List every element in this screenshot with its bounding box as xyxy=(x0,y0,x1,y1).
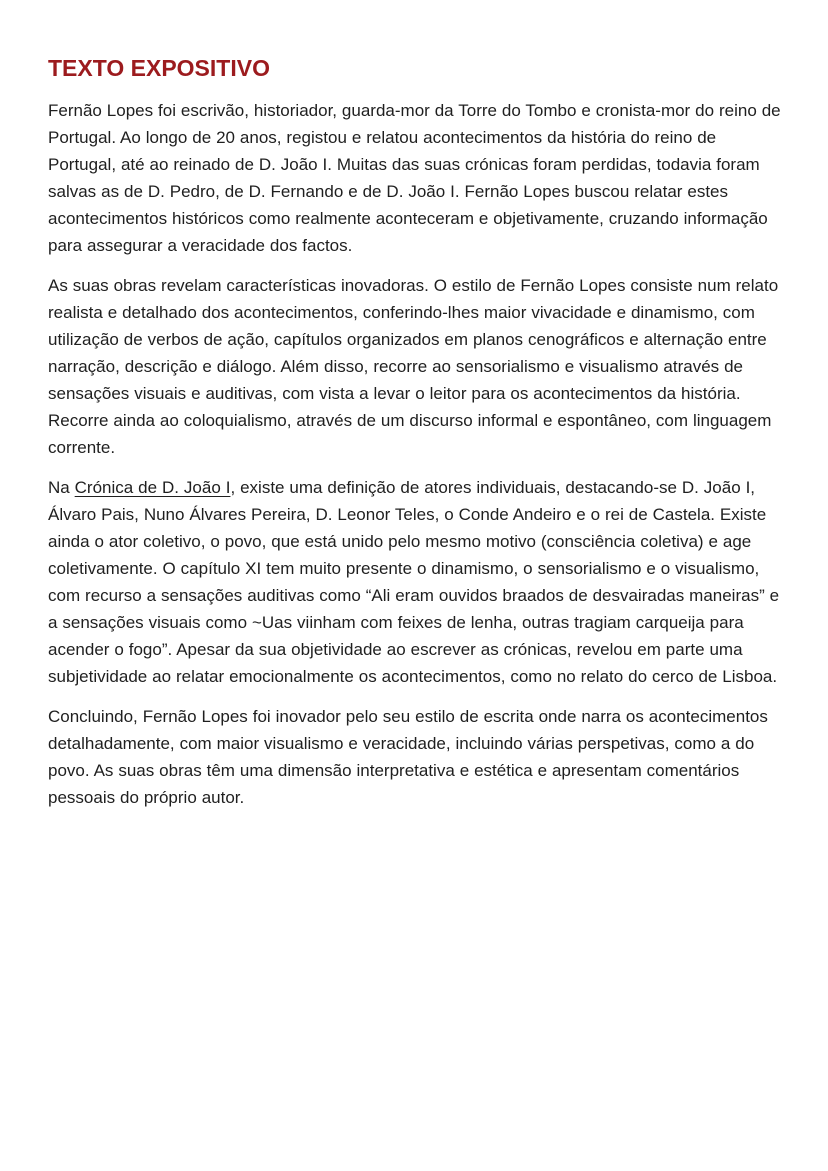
text-segment: , existe uma definição de atores individuais, destacando-se D. João I, Álvaro Pais, Nuno Álvares Pereira, D. Leonor Teles, o Conde Andeiro e o rei de Castela. Existe ainda o ator coletivo, o povo, que está unido pelo mesmo motivo (consciência coletiva) e age coletivamente. O capítulo XI tem muito presente o dinamismo, o sensorialismo e o visualismo, com recurso a sensações auditivas como “Ali eram ouvidos braados de desvairadas maneiras” e a sensações visuais como ~Uas viinham com feixes de lenha, outras tragiam carqueija para acender o fogo”. Apesar da sua objetividade ao escrever as crónicas, revelou em parte uma subjetividade ao relatar emocionalmente os acontecimentos, como no relato do cerco de Lisboa. xyxy=(48,478,780,687)
paragraph xyxy=(48,474,784,690)
paragraph xyxy=(48,272,784,461)
paragraph xyxy=(48,97,784,259)
text-segment: Fernão Lopes foi escrivão, historiador, guarda-mor da Torre do Tombo e cronista-mor do reino de Portugal. Ao longo de 20 anos, registou e relatou acontecimentos da história do reino de Portugal, até ao reinado de D. João I. Muitas das suas crónicas foram perdidas, todavia foram salvas as de D. Pedro, de D. Fernando e de D. João I. Fernão Lopes buscou relatar estes acontecimentos históricos como realmente aconteceram e objetivamente, cruzando informação para assegurar a veracidade dos factos. xyxy=(48,101,781,256)
text-segment: Na xyxy=(48,478,75,498)
underlined-work-title: Crónica de D. João I xyxy=(74,478,231,498)
document-body xyxy=(48,97,784,811)
paragraph xyxy=(48,703,784,811)
document-title: TEXTO EXPOSITIVO xyxy=(48,55,270,81)
text-segment: Concluindo, Fernão Lopes foi inovador pelo seu estilo de escrita onde narra os acontecimentos detalhadamente, com maior visualismo e veracidade, incluindo várias perspetivas, como a do povo. As suas obras têm uma dimensão interpretativa e estética e apresentam comentários pessoais do próprio autor. xyxy=(48,707,768,808)
text-segment: As suas obras revelam características inovadoras. O estilo de Fernão Lopes consiste num relato realista e detalhado dos acontecimentos, conferindo-lhes maior vivacidade e dinamismo, com utilização de verbos de ação, capítulos organizados em planos cenográficos e alternação entre narração, descrição e diálogo. Além disso, recorre ao sensorialismo e visualismo através de sensações visuais e auditivas, com vista a levar o leitor para os acontecimentos da história. Recorre ainda ao coloquialismo, através de um discurso informal e espontâneo, com linguagem corrente. xyxy=(48,276,779,458)
